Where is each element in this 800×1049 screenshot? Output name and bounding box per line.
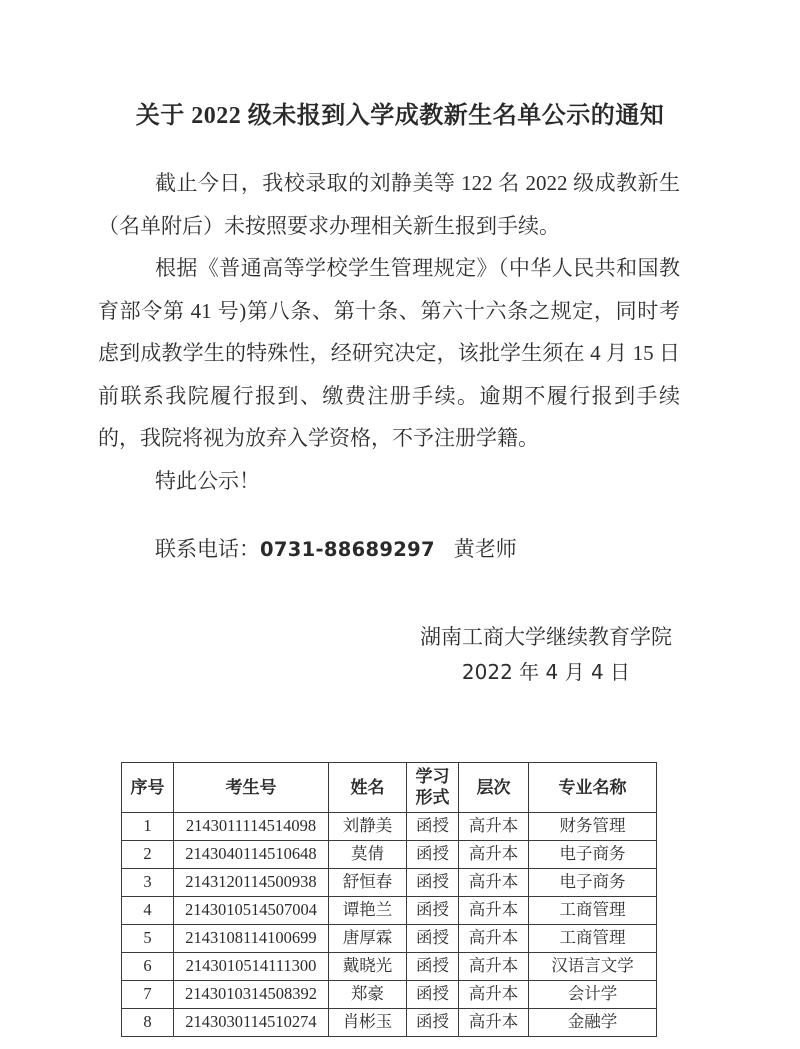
table-cell: 函授 (407, 1008, 459, 1036)
table-cell: 2143030114510274 (174, 1008, 329, 1036)
table-cell: 舒恒春 (329, 868, 407, 896)
signature: 湖南工商大学继续教育学院 (420, 624, 672, 649)
phone-number: 0731-88689297 (260, 538, 435, 561)
table-cell: 刘静美 (329, 812, 407, 840)
table-cell: 高升本 (459, 868, 529, 896)
table-row (122, 924, 657, 952)
table-header-cell: 序号 (122, 762, 174, 812)
table-cell: 高升本 (459, 952, 529, 980)
students-table (121, 762, 657, 1037)
table-cell: 电子商务 (529, 840, 657, 868)
table-row (122, 1008, 657, 1036)
table-cell: 高升本 (459, 980, 529, 1008)
table-cell: 财务管理 (529, 812, 657, 840)
table-cell: 2143010514111300 (174, 952, 329, 980)
table-cell: 5 (122, 924, 174, 952)
table-cell: 2 (122, 840, 174, 868)
table-header-cell: 姓名 (329, 762, 407, 812)
table-cell: 2143011114514098 (174, 812, 329, 840)
table-cell: 函授 (407, 924, 459, 952)
table-cell: 谭艳兰 (329, 896, 407, 924)
table-row (122, 952, 657, 980)
table-cell: 7 (122, 980, 174, 1008)
contact-line (98, 528, 680, 572)
table-cell: 会计学 (529, 980, 657, 1008)
table-cell: 电子商务 (529, 868, 657, 896)
table-cell: 高升本 (459, 924, 529, 952)
table-cell: 函授 (407, 952, 459, 980)
table-row (122, 980, 657, 1008)
table-header-cell: 学习形式 (407, 762, 459, 812)
paragraph-announcement: 特此公示！ (155, 468, 260, 493)
paragraph-regulation: 根据《普通高等学校学生管理规定》（中华人民共和国教育部令第 41 号)第八条、第十条、第六十六条之规定，同时考虑到成教学生的特殊性，经研究决定，该批学生须在 4 月 15 日前联系我院履行报到、缴费注册手续。逾期不履行报到手续的，我院将视为放弃入学资格，不予注册学籍。 (98, 256, 680, 450)
table-cell: 高升本 (459, 812, 529, 840)
date: 2022 年 4 月 4 日 (461, 659, 631, 684)
signature-block (420, 620, 672, 690)
table-cell: 2143120114500938 (174, 868, 329, 896)
document-title: 关于 2022 级未报到入学成教新生名单公示的通知 (135, 103, 665, 129)
table-cell: 高升本 (459, 896, 529, 924)
table-body (122, 812, 657, 1036)
table-cell: 3 (122, 868, 174, 896)
table-cell: 2143040114510648 (174, 840, 329, 868)
table-row (122, 896, 657, 924)
contact-label: 联系电话： (155, 537, 260, 561)
table-cell: 汉语言文学 (529, 952, 657, 980)
table-cell: 函授 (407, 840, 459, 868)
table-cell: 2143108114100699 (174, 924, 329, 952)
table-cell: 唐厚霖 (329, 924, 407, 952)
table-cell: 戴晓光 (329, 952, 407, 980)
attachment-table-wrap (121, 762, 800, 1037)
table-cell: 莫倩 (329, 840, 407, 868)
table-row (122, 840, 657, 868)
table-cell: 工商管理 (529, 924, 657, 952)
table-cell: 2143010514507004 (174, 896, 329, 924)
table-cell: 高升本 (459, 840, 529, 868)
table-row (122, 812, 657, 840)
table-header-cell: 层次 (459, 762, 529, 812)
table-cell: 函授 (407, 812, 459, 840)
table-cell: 1 (122, 812, 174, 840)
table-cell: 8 (122, 1008, 174, 1036)
paragraph-intro: 截止今日，我校录取的刘静美等 122 名 2022 级成教新生（名单附后）未按照要求办理相关新生报到手续。 (98, 171, 680, 238)
table-cell: 高升本 (459, 1008, 529, 1036)
table-cell: 肖彬玉 (329, 1008, 407, 1036)
table-row (122, 868, 657, 896)
table-cell: 函授 (407, 980, 459, 1008)
table-cell: 2143010314508392 (174, 980, 329, 1008)
table-header-row (122, 762, 657, 812)
table-header-cell: 专业名称 (529, 762, 657, 812)
table-cell: 4 (122, 896, 174, 924)
contact-person: 黄老师 (453, 537, 517, 561)
table-cell: 函授 (407, 868, 459, 896)
table-cell: 郑豪 (329, 980, 407, 1008)
table-cell: 工商管理 (529, 896, 657, 924)
table-header-cell: 考生号 (174, 762, 329, 812)
table-cell: 函授 (407, 896, 459, 924)
table-cell: 金融学 (529, 1008, 657, 1036)
table-cell: 6 (122, 952, 174, 980)
